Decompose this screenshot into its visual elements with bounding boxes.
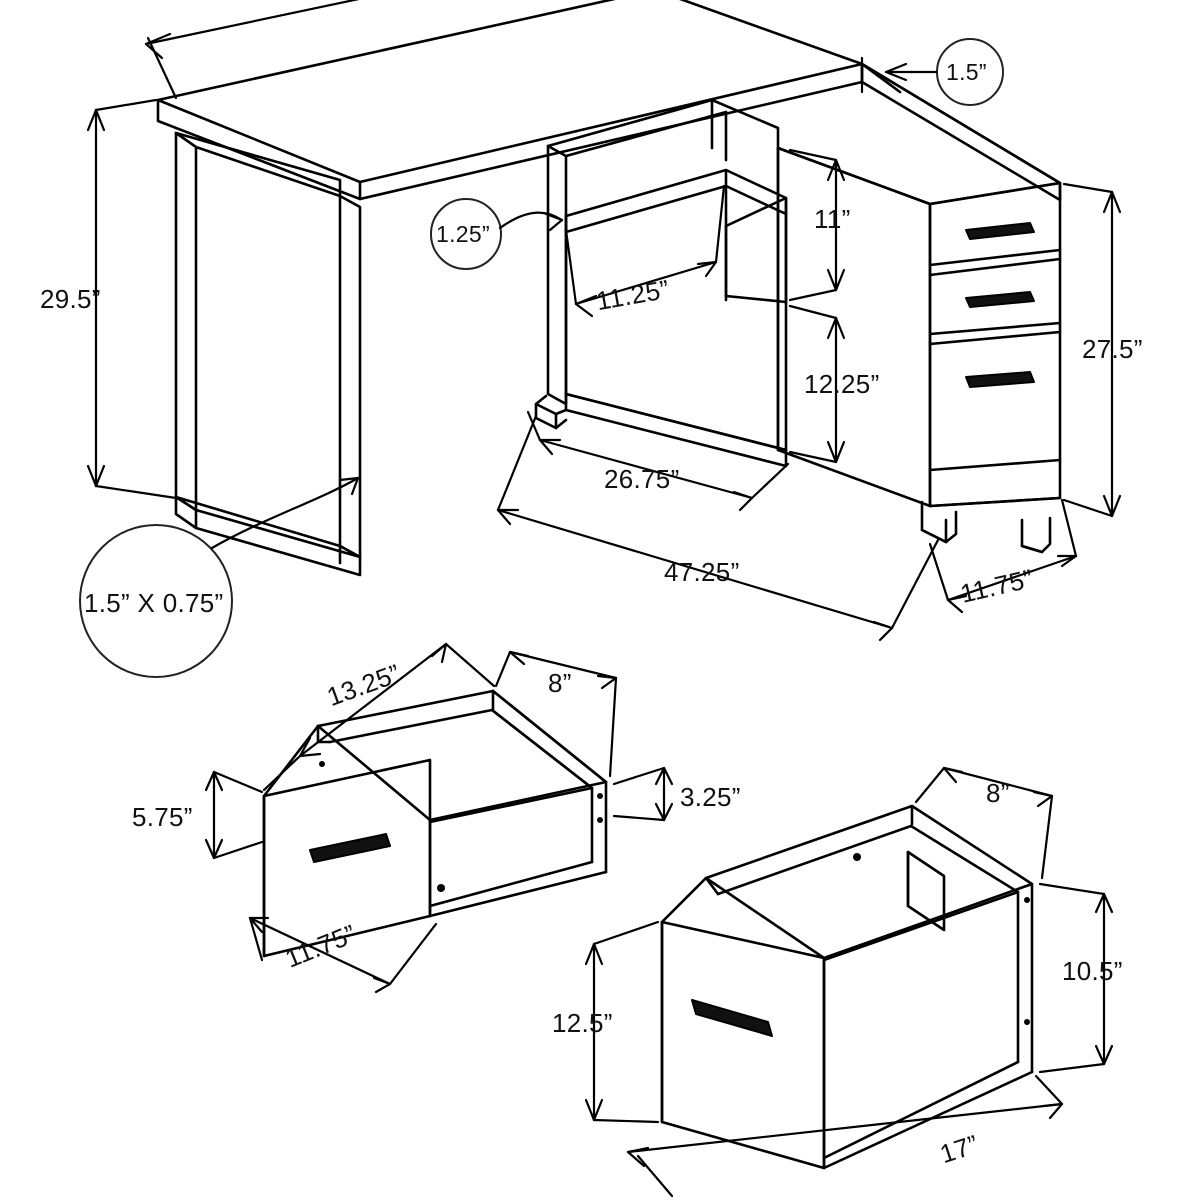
dim-upper-compartment: 11” — [814, 204, 851, 234]
dim-small-drawer-width: 13.25” — [322, 658, 405, 713]
dim-top-thickness: 1.5” — [946, 59, 987, 85]
drawer-cabinet — [778, 64, 1060, 552]
desk-top — [158, 0, 1060, 200]
dim-large-drawer-depth: 8” — [986, 778, 1010, 808]
dim-small-drawer-box: 3.25” — [680, 782, 741, 812]
dim-small-drawer-side: 11.75” — [280, 918, 361, 974]
dim-small-drawer-depth: 8” — [548, 668, 572, 698]
dim-large-drawer-front: 12.5” — [552, 1008, 613, 1038]
dim-shelf-thickness: 1.25” — [436, 221, 490, 247]
dim-large-drawer-box: 10.5” — [1062, 956, 1123, 986]
dim-cabinet-depth: 11.75” — [957, 563, 1036, 609]
dim-upper-shelf-width: 11.25” — [593, 273, 672, 317]
dim-opening-width: 26.75” — [604, 464, 680, 494]
dim-leg-profile: 1.5” X 0.75” — [84, 588, 224, 618]
dim-large-drawer-width: 17” — [936, 1128, 983, 1170]
dim-desk-height: 29.5” — [40, 284, 101, 314]
dim-small-drawer-front: 5.75” — [132, 802, 193, 832]
small-drawer — [264, 691, 606, 956]
dim-total-width: 47.25” — [664, 557, 740, 587]
dim-lower-compartment: 12.25” — [804, 369, 880, 399]
metal-leg-left — [176, 133, 360, 575]
dim-cabinet-height: 27.5” — [1082, 334, 1143, 364]
